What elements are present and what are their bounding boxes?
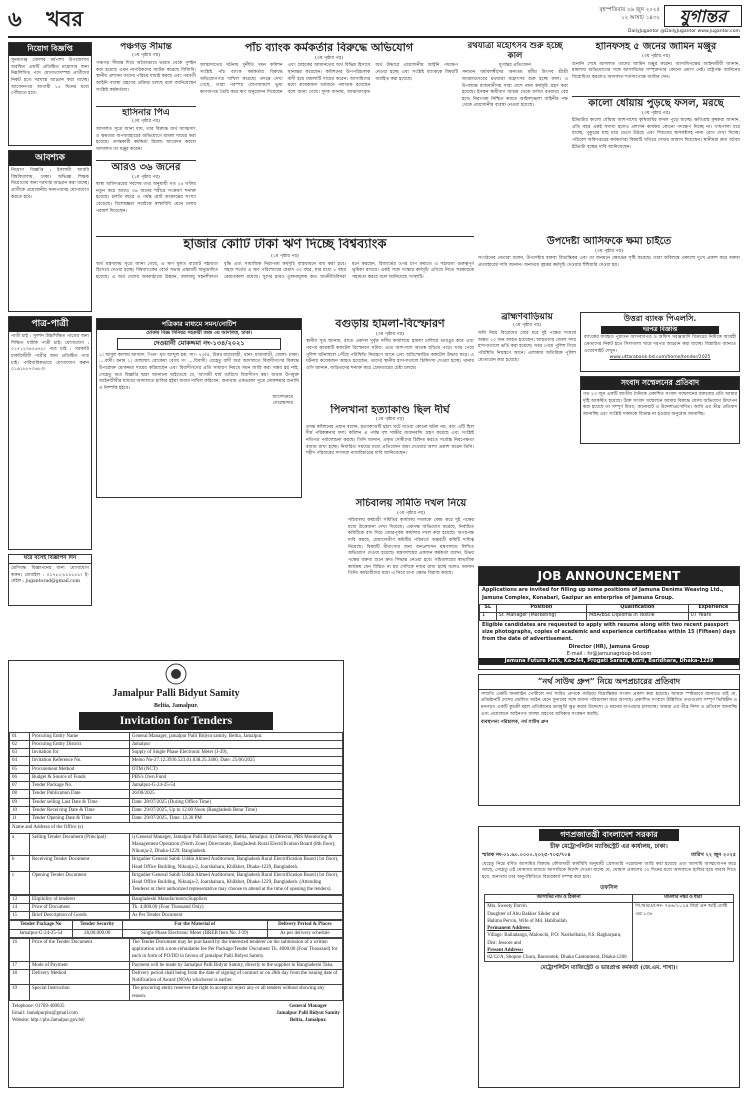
memo-date: তারিখ ২২ জুন ২০২৫ [691, 852, 736, 859]
tender-cell: Jamalpur [129, 740, 342, 748]
tender-cell: Special Instruction [29, 985, 129, 1001]
date-bangla: ১২ আষাঢ় ১৪৩২ [621, 15, 660, 21]
tender-row [10, 773, 343, 781]
job-title: JOB ANNOUNCEMENT [479, 567, 739, 586]
tender-cell: 18 [10, 969, 30, 985]
headline[interactable]: বগুড়ায় হামলা-বিস্ফোরণ [335, 318, 445, 330]
package-header: Delivery Period & Places [267, 921, 342, 929]
ad-info-title: ঘরে বসেই বিজ্ঞাপন দিন [9, 555, 91, 564]
tender-row [10, 815, 343, 823]
headline[interactable]: পাঁচ ব্যাংক কর্মকর্তার বিরুদ্ধে অভিযোগ [244, 42, 414, 54]
accused-husband: Halima Pervin, Wife of Md. Habibullah [487, 918, 567, 924]
tender-row [10, 856, 343, 872]
notice-box [8, 42, 92, 146]
tender-cell: i) General Manager, Jamalpur Palli Bidyut Samity, Beltia, Jamalpur. ii) Director, PBS Monitoring & Management Operation (North Zone) Directorate, Bangladesh Rural Electrification Board (8th floor), Nikunja-2, Dhaka-1229, Bangladesh. [129, 833, 342, 856]
tender-cell: Date: 29/07/2025, Up to 12.00 Noon (Bangladesh Betar Time) [129, 806, 342, 814]
tender-cell: Procuring Entity District [29, 740, 129, 748]
tender-cell: OTM (NCT) [129, 765, 342, 773]
tender-cell: 19 [10, 985, 30, 1001]
package-cell: 26,00,000.00 [72, 929, 122, 937]
classified-title: আবশ্যক [9, 151, 91, 166]
tender-table-2 [9, 895, 343, 921]
article-body: ইটভাটার কালো ধোঁয়ায় আশপাশের কৃষিজমির ফসল পুড়ে যাচ্ছে। ক্ষতিগ্রস্ত কৃষকরা জানান, প্রতি বছর একই সমস্যা হলেও প্রশাসন কার্যকর কোনো পদক্ষেপ নিচ্ছে না। গাছপালা মরে যাচ্ছে, পুকুরের মাছ মরে ভেসে উঠছে এবং শিশুদের শ্বাসকষ্টসহ নানা রোগ দেখা দিচ্ছে। পরিবেশ অধিদপ্তরের কর্মকর্তারা বিষয়টি খতিয়ে দেখার আশ্বাস দিয়েছেন। স্থানীয়রা দ্রুত অবৈধ ইটভাটা বন্ধের দাবি জানিয়েছেন। [572, 118, 740, 150]
date-gregorian: বৃহস্পতিবার ২৬ জুন ২০২৫ [599, 7, 660, 13]
tender-place: Beltia, Jamalpur. [154, 702, 198, 709]
tender-notice-label: দরপত্র বিজ্ঞপ্তি [601, 326, 719, 335]
tender-cell: 16 [10, 938, 30, 961]
tender-cell: Memo No-27.12.3936.523.01.038.25.3400, Date: 25/06/2025 [129, 757, 342, 765]
job-cell: 1 [480, 612, 497, 620]
tender-cell: 14 [10, 903, 30, 911]
article-panch-bank [200, 42, 458, 234]
tender-cell: 26/06/2025 [129, 790, 342, 798]
headline[interactable]: হানিফসহ ৫ জনের জামিন মঞ্জুর [595, 42, 717, 52]
accused-col: আসামির নাম ও ঠিকানা [485, 895, 633, 903]
byline: (৩য় পৃষ্ঠার পর) [376, 331, 404, 337]
article-upodeshta [478, 236, 740, 310]
article-body: আত্মসাতের ঘটনায় দুর্নীতি দমন কমিশন সংশ্লিষ্ট পাঁচ ব্যাংক কর্মকর্তার বিরুদ্ধে অভিযোগপত্র দাখিল করেছে। তদন্তে দেখা গেছে, তারা পরস্পর যোগসাজশে ভুয়া কাগজপত্র তৈরি করে ঋণ অনুমোদন দিয়েছেন এবং গ্রাহকের আমানতের অর্থ বিভিন্ন হিসাবে স্থানান্তর করেছেন। কমিশনের উপপরিচালক বাদী হয়ে মামলাটি দায়ের করেন। আসামিদের মধ্যে কয়েকজন বর্তমানে পলাতক রয়েছেন বলে জানা গেছে। দুদক জানায়, আত্মসাৎকৃত অর্থ উদ্ধারে প্রয়োজনীয় আইনি পদক্ষেপ নেওয়া হচ্ছে এবং সংশ্লিষ্ট ব্যাংককে বিষয়টি অবহিত করা হয়েছে। [200, 63, 458, 95]
tender-row [10, 938, 343, 961]
byline: (৩য় পৃষ্ঠার পর) [642, 53, 670, 59]
protest-body: সম্প্রতি একটি অনলাইন পোর্টালে নর্থ সাউথ গ্রুপকে জড়িয়ে বিভ্রান্তিকর সংবাদ প্রকাশ করা হয়েছে। আমরা স্পষ্টভাবে জানাতে চাই যে, প্রতিষ্ঠানটি দেশের প্রচলিত আইন মেনে সুনামের সঙ্গে ব্যবসা পরিচালনা করে আসছে। প্রকাশিত সংবাদে উল্লিখিত তথ্যগুলো সম্পূর্ণ ভিত্তিহীন ও মনগড়া। একটি কুচক্রী মহল প্রতিষ্ঠানের ভাবমূর্তি ক্ষুণ্ণ করার উদ্দেশ্যে এ ধরনের অপপ্রচার চালাচ্ছে। আমরা এর তীব্র নিন্দা ও প্রতিবাদ জানাচ্ছি এবং প্রয়োজনে আইনগত ব্যবস্থা গ্রহণের অধিকার সংরক্ষণ করছি। [481, 691, 737, 717]
ad-body: ব্যাংকের ব্যবহৃত পুরাতন আসবাবপত্র ও অফিস সরঞ্জামাদি বিক্রয়ের নিমিত্তে আগ্রহী ক্রেতাদের নিকট হতে সিলগালা খামে দরপত্র আহ্বান করা যাচ্ছে। বিস্তারিত জানতে ওয়েবসাইট দেখুন। [584, 335, 736, 354]
govt-office: চীফ মেট্রোপলিটন ম্যাজিস্ট্রেট এর কার্যালয়, ঢাকা। [550, 842, 668, 850]
article-hanif [572, 42, 740, 94]
tender-cell: Budget & Source of Funds [29, 773, 129, 781]
tender-cell: PBS's Own Fund [129, 773, 342, 781]
byline: (১ম পৃষ্ঠার পর) [271, 253, 299, 259]
govt-body: যেহেতু নিম্নে বর্ণিত আসামির বিরুদ্ধে ফৌজদারী কার্যবিধি অনুযায়ী গ্রেফতারি পরোয়ানা জারি করা হয়েছে এবং আসামি আত্মগোপন করে আছে, সেহেতু এই ঘোষণার মাধ্যমে আসামিকে নির্দেশ দেওয়া যাচ্ছে যে, ঘোষণা প্রকাশের ৩০ দিনের মধ্যে আদালতে হাজির হয়ে জবাব দিতে হবে, অন্যথায় তার অনুপস্থিতিতে বিচারকার্য সম্পন্ন করা হবে। [482, 861, 736, 880]
notice-text: সুনামগঞ্জ জেলার ধর্মপাশা উপজেলায় অবস্থিত একটি প্রতিষ্ঠিত মাদ্রাসার জন্য নিম্নলিখিত পদে যোগ্যতাসম্পন্ন প্রার্থীদের নিকট হতে দরখাস্ত আহ্বান করা যাচ্ছে। আবেদনপত্র আগামী ১৫ দিনের মধ্যে পৌঁছাতে হবে। [11, 57, 89, 97]
tender-row [10, 806, 343, 814]
notice-title: নিয়োগ বিজ্ঞপ্তি [9, 43, 91, 56]
article-pilkhana [306, 404, 474, 498]
case-detail: সি.আর.মা.নং- ৭৪৬/২০২৪ ধারা এন আই এ্যাক্ট এর ১৩৮ [633, 903, 734, 962]
headline[interactable]: কালো ধোঁয়ায় পুড়ছে ফসল, মরছে [588, 98, 724, 109]
ad-info-box [8, 554, 92, 606]
tender-cell: 02 [10, 740, 30, 748]
section-title: খবর [46, 6, 84, 31]
uttara-bank-ad [580, 312, 740, 372]
job-cell: 07 Years [688, 612, 738, 620]
article-brahmanbaria [478, 312, 576, 444]
divider [572, 96, 740, 97]
tender-cell: The Tender Document may be purchased by the interested tenderer on the submission of a written application with a non-refundable fee Per Package/Tender Document Tk. 4000.00 (Four Thousand) for each in form of PO/DD in favour of jamalpur Palli Bidyut Samity. [129, 938, 342, 961]
tender-row [10, 969, 343, 985]
article-body: সচিবালয় কর্মচারী সমিতির কার্যালয় দখলকে কেন্দ্র করে দুই পক্ষের মধ্যে উত্তেজনা দেখা দিয়েছে। একপক্ষ অভিযোগ করেছে, নির্বাচিত কমিটিকে বাদ দিয়ে জোরপূর্বক কার্যালয় দখল করা হয়েছে। অপরপক্ষ দাবি করছে, মেয়াদোত্তীর্ণ কমিটির পরিবর্তে অন্তর্বর্তী কমিটি দায়িত্ব নিয়েছে। বিষয়টি মীমাংসার জন্য জনপ্রশাসন মন্ত্রণালয়ে লিখিত অভিযোগ দেওয়া হয়েছে। মন্ত্রণালয়ের একজন কর্মকর্তা বলেন, উভয় পক্ষের বক্তব্য শুনে দ্রুত সিদ্ধান্ত নেওয়া হবে। সচিবালয়ের স্বাভাবিক কার্যক্রম যেন বিঘ্নিত না হয় সেদিকে নজর রাখা হচ্ছে বলেও জানান তিনি। কর্মচারীদের মধ্যে এ নিয়ে চাপা ক্ষোভ বিরাজ করছে। [348, 518, 474, 577]
byline: (৩য় পৃষ্ঠার পর) [595, 248, 623, 254]
tender-footer [9, 1001, 343, 1027]
accused-father: Daughter of Abu Bakker Sikder and [487, 911, 560, 917]
social-links[interactable]: DailyJugantor @DailyJugantor www.jugantor.com [627, 29, 740, 34]
tender-cell: General Manager, jamalpur Palli Bidyut samity, Beltia, Jamalpur. [129, 732, 342, 740]
tender-cell: 07 [10, 782, 30, 790]
byline: (৩য় পৃষ্ঠার পর) [315, 55, 343, 61]
job-intro: Applications are invited for filling up some positions of Jamuna Denims Weaving Ltd., Jamuna Complex, Konabari, Gazipur an enterprise of Jamuna Group. [482, 587, 724, 601]
tender-cell: Receiving Tender Document [29, 856, 129, 872]
article-body: অর্থ মন্ত্রণালয় সূত্রে জানা গেছে, এ ঋণ মূলত বাজেট সহায়তা হিসেবে দেওয়া হচ্ছে। বিশ্বব্যাংকের বোর্ড সভায় প্রস্তাবটি অনুমোদিত হয়েছে। এ অর্থ দেশের অবকাঠামো উন্নয়ন, জলবায়ু সহনশীলতা বৃদ্ধি এবং সামাজিক নিরাপত্তা কর্মসূচি বাস্তবায়নে ব্যয় করা হবে। সহজ শর্তের এ ঋণ পরিশোধের মেয়াদ ৩০ বছর, যার মধ্যে ৫ বছর রেয়াতকাল রয়েছে। সুদের হারও তুলনামূলক কম। অর্থনীতিবিদরা মনে করছেন, রিজার্ভের ওপর চাপ কমাতে এ সহায়তা গুরুত্বপূর্ণ ভূমিকা রাখবে। একই সঙ্গে সংস্কার কর্মসূচি এগিয়ে নিতে সরকারকে সহায়তা করবে বলে জানিয়েছে সংস্থাটি। [96, 261, 474, 280]
ad-url[interactable]: www.uttarabank-bd.com/home/tender/2025 [609, 355, 711, 361]
tender-cell: Delivery period shall being from the date of signing of contract or on 28th day from the issuing date of Notification of Award (NOA) whichever is earlier. [129, 969, 342, 985]
tender-cell: Tender Receiving Date & Time [29, 806, 129, 814]
job-note: Eligible candidates are requested to apply with resume along with two recent passport size photographs, copies of academic and experience certificates within 15 (Fifteen) days from the date of advertisement. [482, 621, 736, 643]
tender-cell: As Per Tender Document [129, 912, 342, 920]
matrimonial-box [8, 316, 92, 550]
package-header: For the Material of [122, 921, 267, 929]
job-col-experience: Experience [688, 604, 738, 612]
article-rath [462, 42, 568, 234]
tender-cell: 17 [10, 961, 30, 969]
tender-cell: Mode of Payment [29, 961, 129, 969]
tender-header [9, 661, 343, 687]
tender-row [10, 749, 343, 757]
article-body: সংগঠনের নেতারা বলেন, উপদেষ্টার বক্তব্য বিভ্রান্তিকর এবং তা জনমনে ক্ষোভের সৃষ্টি করেছে। তারা অবিলম্বে প্রকাশ্যে দুঃখ প্রকাশ করে বক্তব্য প্রত্যাহারের দাবি জানান। অন্যথায় বৃহত্তর কর্মসূচি দেওয়ার হুঁশিয়ারি দেওয়া হয়। [478, 256, 740, 268]
divider [96, 236, 474, 237]
perm-address: Village: Baliadanga, Malonchi, P.O: Narikelbaria, P.S: Bagharpara, Dist: Jessore and [487, 933, 622, 946]
signatory-org: Jamalpur Palli Bidyut Samity [276, 1011, 340, 1017]
tender-cell: b [10, 856, 30, 872]
tender-row [10, 757, 343, 765]
article-bogura [306, 318, 474, 402]
summons-footer: আদেশক্রমে [272, 394, 293, 400]
perm-address-label: Permanent Address: [487, 926, 531, 932]
article-body: তদন্ত কমিশনের প্রধান বলেন, হত্যাকাণ্ডটি হঠাৎ ঘটে যাওয়া কোনো ঘটনা নয়, বরং এটি ছিল দীর্ঘ পরিকল্পনার ফল। কমিশন এ পর্যন্ত বহু সাক্ষীর জবানবন্দি গ্রহণ করেছে এবং সংশ্লিষ্ট নথিপত্র পর্যালোচনা করছে। তিনি জানান, প্রকৃত দোষীদের চিহ্নিত করতে সর্বোচ্চ নিরপেক্ষতা বজায় রাখা হচ্ছে। নির্ধারিত সময়ের মধ্যে প্রতিবেদন জমা দেওয়ার আশা প্রকাশ করেন তিনি। শহীদ পরিবারের সদস্যরা ন্যায়বিচারের দাবি জানিয়েছেন। [306, 424, 474, 457]
summons-signatory: সেরেস্তাদার [272, 401, 293, 407]
ad-info-text: শ্রেণিবদ্ধ বিজ্ঞাপনের জন্য যোগাযোগ করুন। মোবাইল : ০১৭৮১-৮৮৮৮৮৮। ই-মেইল : jugantorad@gmail.com [11, 565, 89, 585]
package-cell: Single Phase Electronic Meter (BREB Item No. J-39) [122, 929, 267, 937]
headline[interactable]: পঞ্চগড় সীমান্ত [120, 42, 172, 52]
byline: (৩য় পৃষ্ঠার পর) [132, 53, 160, 59]
tender-row [10, 833, 343, 856]
headline[interactable]: হাসিনার পিএ [122, 108, 170, 118]
tender-cell: Supply of Single Phase Electronic Meter (J-39), [129, 749, 342, 757]
article-sochibaloy [348, 498, 474, 1088]
article-body: আদালত সূত্রে জানা যায়, তার বিরুদ্ধে অর্থ আত্মসাৎ ও ক্ষমতার অপব্যবহারের অভিযোগে মামলা দায়ের করা হয়েছে। তদন্তকারী কর্মকর্তা রিমান্ড আবেদন করলে আদালত তা মঞ্জুর করেন। [96, 127, 196, 152]
job-contact: Director (HR), Jamuna Group [568, 643, 650, 650]
tender-org: Jamalpur Palli Bidyut Samity [112, 688, 240, 699]
bank-name: উত্তরা ব্যাংক পিএলসি. [623, 313, 697, 323]
protest-title: “নর্থ সাউথ গ্রুপ” নিয়ে অপপ্রচারের প্রতিবাদ [479, 675, 739, 690]
tender-cell: 04 [10, 757, 30, 765]
tender-cell: Invitation for [29, 749, 129, 757]
office-table [9, 833, 343, 895]
tender-cell: Date: 28/07/2025 (During Office Time) [129, 798, 342, 806]
article-body: স্থানীয় সূত্র জানায়, রাতে একদল দুর্বৃত্ত দলীয় কার্যালয়ে হামলা চালিয়ে ভাঙচুর করে এবং পরপর কয়েকটি ককটেল বিস্ফোরণ ঘটায়। এতে আশপাশে আতঙ্ক ছড়িয়ে পড়ে। খবর পেয়ে পুলিশ ঘটনাস্থলে পৌঁছে পরিস্থিতি নিয়ন্ত্রণে আনে এবং অবিস্ফোরিত ককটেল উদ্ধার করে। এ ঘটনায় কয়েকজন আহত হয়েছেন, তাদের স্থানীয় হাসপাতালে চিকিৎসা দেওয়া হচ্ছে। থানার ওসি জানান, জড়িতদের শনাক্ত করে গ্রেফতারের চেষ্টা চলছে। [306, 339, 474, 371]
tender-row [10, 732, 343, 740]
page-number: ৬ [8, 6, 22, 31]
tender-row [10, 871, 343, 894]
job-ad [478, 566, 740, 670]
tender-cell: The procuring entity reserves the right to accept or reject any or all tenders without showing any reason. [129, 985, 342, 1001]
article-body: শুনানি শেষে আদালত তাদের জামিন মঞ্জুর করেন। আসামিপক্ষের আইনজীবী জানান, মামলায় অভিযোগের সঙ্গে আসামিদের সম্পৃক্ততার কোনো প্রমাণ নেই। রাষ্ট্রপক্ষ জামিনের বিরোধিতা করলেও আদালত শর্তসাপেক্ষে জামিন দেন। [572, 61, 740, 80]
byline: (৩য় পৃষ্ঠার পর) [132, 119, 160, 125]
headline[interactable]: পিলখানা হত্যাকাণ্ড ছিল দীর্ঘ [330, 404, 450, 416]
signatory-title: General Manager [289, 1003, 328, 1009]
package-header: Tender Package No [10, 921, 73, 929]
tender-website[interactable]: Website: http://pbs.Jamalpur.gov.bd/ [12, 1018, 85, 1024]
tender-row [10, 912, 343, 920]
headline[interactable]: ব্রাহ্মণবাড়িয়ায় [501, 312, 553, 322]
tender-cell: Brigadier General Sabih Uddin Ahmed Auditorium, Bangladesh Rural Electrification Board (1st floor), Head Office Building, Nikunja-2, Joarshahara, Khilkhet, Dhaka-1229, Bangladesh. [129, 856, 342, 872]
tender-cell: 03 [10, 749, 30, 757]
case-col: মামলার নম্বর ও ধারা [633, 895, 734, 903]
tender-row [10, 798, 343, 806]
tender-row [10, 765, 343, 773]
summons-body: ১। আবুল কালাম আজাদ, পিতা- মৃত আব্দুল হক, সাং- ৭৩/এ, উত্তর যাত্রাবাড়ী, থানা- যাত্রাবাড়ী, জেলা- ঢাকা। ....বাদী। বনাম ১। মোছাম্মৎ রোকেয়া বেগম গং ....বিবাদী। যেহেতু বাদী অত্র আদালতে বিবাদীগণের বিরুদ্ধে উপরোক্ত মোকদ্দমা দায়ের করিয়াছেন এবং বিবাদীগণের প্রতি সাধারণ নিয়মে সমন জারি করা সম্ভব হয় নাই, সেহেতু অত্র বিজ্ঞপ্তি দ্বারা জানানো যাইতেছে যে, আগামী ধার্য তারিখে বিবাদীগণ স্বয়ং অথবা উপযুক্ত আইনজীবীর মাধ্যমে আদালতে হাজির হইয়া জবাব দাখিল করিবেন, অন্যথায় একতরফা সূত্রে মোকদ্দমার শুনানি ও নিষ্পত্তি হইবে। [99, 352, 299, 392]
tender-row [10, 782, 343, 790]
protest-signatory: ব্যবস্থাপনা পরিচালক, নর্থ সাউথ গ্রুপ [481, 720, 549, 726]
newspaper-logo[interactable]: যুগান্তর [664, 5, 742, 27]
job-col-qualification: Qualification [587, 604, 689, 612]
article-hazar-koti [96, 238, 474, 314]
govt-title: গণপ্রজাতন্ত্রী বাংলাদেশ সরকার [539, 829, 679, 841]
tender-notice [8, 660, 344, 1088]
tender-table [9, 732, 343, 824]
tender-cell: Price of the Tender Document [29, 938, 129, 961]
tender-cell: a [10, 833, 30, 856]
classified-text: নিয়োগ বিজ্ঞপ্তি : ইসলামী আরবি বিশ্ববিদ্যালয়, ঢাকা। অভিজ্ঞ শিক্ষক নিয়োগের জন্য দরখাস্ত আহ্বান করা যাচ্ছে। প্রার্থীকে প্রয়োজনীয় সনদপত্রসহ যোগাযোগ করতে হবে। [11, 168, 90, 200]
memo-number: স্মারক নং-০১.৬০.০০০০.২০২৫-৭০৫/৭০৪ [482, 852, 571, 859]
headline[interactable]: রথযাত্রা মহোৎসব শুরু হচ্ছে কাল [467, 42, 563, 61]
emblem-icon [165, 663, 187, 685]
tender-phone[interactable]: Telephone: 01769-400035 [12, 1003, 65, 1009]
tender-cell: Tk. 4,000.00 (Four Thousand Only) [129, 903, 342, 911]
accused-name: Mrs. Sweety Parvin [487, 904, 527, 910]
tender-cell: Price of Document [29, 903, 129, 911]
tender-cell: Procuring Entity Name [29, 732, 129, 740]
tender-cell: 10 [10, 806, 30, 814]
byline: (১ম পৃষ্ঠার পর) [132, 174, 160, 180]
job-table [479, 604, 739, 621]
govt-footer: মেট্রোপলিটন ম্যাজিস্ট্রেট ও ভারপ্রাপ্ত কর্মকর্তা (জে.এম. শাখা)। [540, 965, 678, 972]
accused-table [484, 894, 734, 962]
tender-row [10, 895, 343, 903]
protest-title: সংবাদ সম্মেলনের প্রতিবাদ [581, 377, 739, 390]
tender-cell: Procurement Method [29, 765, 129, 773]
north-south-protest [478, 674, 740, 806]
tender-cell: 08 [10, 790, 30, 798]
package-header: Tender Security [72, 921, 122, 929]
pres-address: 82/12/A, Shopno Chura, Baroontek, Dhaka Cantonment, Dhaka-1206 [487, 955, 627, 961]
article-body: স্বাস্থ্য অধিদপ্তরের সর্বশেষ তথ্য অনুযায়ী গত ২৪ ঘণ্টায় নতুন করে আরও ৩৬ জনের শরীরে সংক্রমণ শনাক্ত হয়েছে। চলতি বছরে এ পর্যন্ত মোট আক্রান্তের সংখ্যা বেড়েছে। বিশেষজ্ঞরা সবাইকে স্বাস্থ্যবিধি মেনে চলার পরামর্শ দিয়েছেন। [96, 182, 196, 214]
package-table [9, 920, 343, 938]
tender-cell: Tender Opening Date & Time [29, 815, 129, 823]
tender-cell: Tender selling Last Date & Time [29, 798, 129, 806]
tender-cell: c [10, 871, 30, 894]
tender-cell: Payment will be made by Jamalpur Palli Bidyut Samity, directly to the supplier in Bangladeshi Taka. [129, 961, 342, 969]
job-col-sl: SL [480, 604, 497, 612]
tender-title: Invitation for Tenders [79, 712, 273, 729]
summons-header: পত্রিকার মাধ্যমে সমন/নোটিশ [97, 319, 301, 330]
protest-ad [580, 376, 740, 444]
byline: (৩য় পৃষ্ঠার পর) [513, 323, 541, 329]
matrimonial-title: পাত্র-পাত্রী [9, 317, 91, 332]
tender-cell: Brigadier General Sabih Uddin Ahmed Auditorium, Bangladesh Rural Electrification Board (1st floor), Head Office Building, Nikunja-2, Joarshahara, Khilkhet, Dhaka-1229, Bangladesh. (Attending Tenderer or their authorized representative may choose to attend at the time of opening the tenders). [129, 871, 342, 894]
case-number: দেওয়ানী মোকদ্দমা নং-১৩৪/২০২১ [117, 338, 281, 349]
tender-cell: 09 [10, 798, 30, 806]
headline[interactable]: উপদেষ্টা আসিফকে ক্ষমা চাইতে [546, 236, 672, 247]
article-arao [96, 162, 196, 234]
tender-table-3 [9, 938, 343, 1001]
tender-cell: 11 [10, 815, 30, 823]
job-address: Jamuna Future Park, Ka-244, Progati Sarani, Kuril, Baridhara, Dhaka-1229 [479, 658, 739, 665]
govt-memo-line [479, 851, 739, 860]
job-email[interactable]: E-mail : hr@jamunagroup-bd.com [566, 650, 652, 657]
schedule-label: তফসিল [600, 884, 618, 891]
tender-cell: Bangladeshi Manufacturers/Suppliers [129, 895, 342, 903]
package-cell: As per delivery schedule [267, 929, 342, 937]
tender-cell: Tender Package No. [29, 782, 129, 790]
headline[interactable]: হাজার কোটি টাকা ঋণ দিচ্ছে বিশ্বব্যাংক [183, 238, 387, 252]
divider [96, 106, 196, 107]
header-date [560, 6, 660, 24]
matrimonial-text: পাত্রী চাই : সুদর্শন উচ্চশিক্ষিত পাত্রের জন্য শিক্ষিত ধার্মিক পাত্রী চাই। যোগাযোগ : ০১৭১২৩৪৫৬৭৮। পাত্র চাই : সরকারি চাকরিজীবী পাত্রীর জন্য প্রতিষ্ঠিত পাত্র চাই। পারিবারিকভাবে যোগাযোগ করুন ০১৬১৮৮৭০৬৮৩। [11, 334, 89, 373]
tender-email[interactable]: Email: Jamalpurpbs@gmail.com [12, 1011, 78, 1017]
classified-box [8, 150, 92, 312]
tender-row [10, 985, 343, 1001]
tender-cell: Invitation Reference No. [29, 757, 129, 765]
byline: (৩য় পৃষ্ঠার পর) [376, 417, 404, 423]
pres-address-label: Present Address: [487, 947, 524, 953]
tender-cell: 06 [10, 773, 30, 781]
tender-row [10, 903, 343, 911]
job-cell: Sr. Manager (Marketing) [496, 612, 587, 620]
divider [96, 160, 196, 161]
signatory-place: Beltia, Jamalpur. [289, 1018, 327, 1024]
headline[interactable]: আরও ৩৬ জনের [111, 162, 181, 173]
tender-cell: Delivery Method [29, 969, 129, 985]
tender-cell: 01 [10, 732, 30, 740]
tender-cell: Jamalpur-G-24-25-54 [129, 782, 342, 790]
tender-cell: Tender Publication Date [29, 790, 129, 798]
job-cell: MBA/BSc Diploma in Textile [587, 612, 689, 620]
tender-cell: 15 [10, 912, 30, 920]
office-label: Name and Address of the Office (s) [9, 823, 343, 832]
court-name: মোকাম বিজ্ঞ সিনিয়র সহকারী জজ ৩য় আদালত, ঢাকা। [146, 330, 252, 337]
article-body: জমি নিয়ে বিরোধের জের ধরে দুই পক্ষের সংঘর্ষে অন্তত ১০ জন আহত হয়েছেন। আহতদের জেলা সদর হাসপাতালে ভর্তি করা হয়েছে। খবর পেয়ে পুলিশ গিয়ে পরিস্থিতি নিয়ন্ত্রণে আনে। এলাকায় অতিরিক্ত পুলিশ মোতায়েন করা হয়েছে। [478, 331, 576, 363]
tender-cell: 05 [10, 765, 30, 773]
package-cell: Jamalpur-G-24-25-54 [10, 929, 73, 937]
headline[interactable]: সচিবালয় সমিতি দখল নিয়ে [355, 498, 467, 509]
tender-cell: Opening Tender Document [29, 871, 129, 894]
tender-cell: Date: 29/07/2025, Time: 12.30 PM [129, 815, 342, 823]
govt-notice [478, 826, 740, 1088]
tender-cell: 13 [10, 895, 30, 903]
byline: (৩য় পৃষ্ঠার পর) [397, 510, 425, 516]
article-body: পঞ্চগড় সীমান্ত দিয়ে অবৈধভাবে ভারত থেকে পুশইন করা হয়েছে এমন নাগরিকদের আটক করেছে বিজিবি। স্থানীয় প্রশাসন তাদের পরিচয় যাচাই করছে এবং পরবর্তী আইনি ব্যবস্থা গ্রহণের প্রক্রিয়া চলছে বলে জানিয়েছেন সংশ্লিষ্ট কর্মকর্তারা। [96, 61, 196, 93]
byline: (৩য় পৃষ্ঠার পর) [642, 110, 670, 116]
protest-body: গত ২৩ জুন একটি জাতীয় দৈনিকে প্রকাশিত সংবাদ সম্মেলনের বক্তব্যের প্রতি আমার দৃষ্টি আকর্ষিত হয়েছে। উক্ত সংবাদ সম্মেলনে আমার বিরুদ্ধে যেসব অভিযোগ উত্থাপন করা হয়েছে তা সম্পূর্ণ মিথ্যা, বানোয়াট ও উদ্দেশ্যপ্রণোদিত। আমি এর তীব্র প্রতিবাদ জানাচ্ছি এবং সংশ্লিষ্ট সকলকে বিভ্রান্ত না হওয়ার অনুরোধ জানাচ্ছি। [583, 391, 737, 417]
article-panchagarh [96, 42, 196, 104]
tender-row [10, 961, 343, 969]
tender-row [10, 790, 343, 798]
tender-cell: Eligibility of tenderer [29, 895, 129, 903]
article-hasina [96, 108, 196, 158]
tender-cell: Selling Tender Document (Principal) [29, 833, 129, 856]
court-summons [96, 318, 302, 498]
tender-row [10, 740, 343, 748]
tender-cell: Brief Description of Goods [29, 912, 129, 920]
article-body: সনাতন ধর্মাবলম্বীদের অন্যতম ধর্মীয় উৎসব শ্রীশ্রী জগন্নাথদেবের রথযাত্রা মহোৎসব শুরু হচ্ছে কাল। এ উপলক্ষে রাজধানীসহ সারা দেশে নানা কর্মসূচি গ্রহণ করা হয়েছে। ইসকন স্বামীবাগ আশ্রম থেকে বর্ণাঢ্য রথযাত্রা বের হবে। নিরাপত্তা নিশ্চিত করতে আইনশৃঙ্খলা বাহিনীর পক্ষ থেকে প্রয়োজনীয় ব্যবস্থা নেওয়া হয়েছে। [462, 70, 568, 109]
job-col-position: Position [496, 604, 587, 612]
byline: যুগান্তর প্রতিবেদন [499, 62, 531, 68]
article-kalo [572, 98, 740, 234]
